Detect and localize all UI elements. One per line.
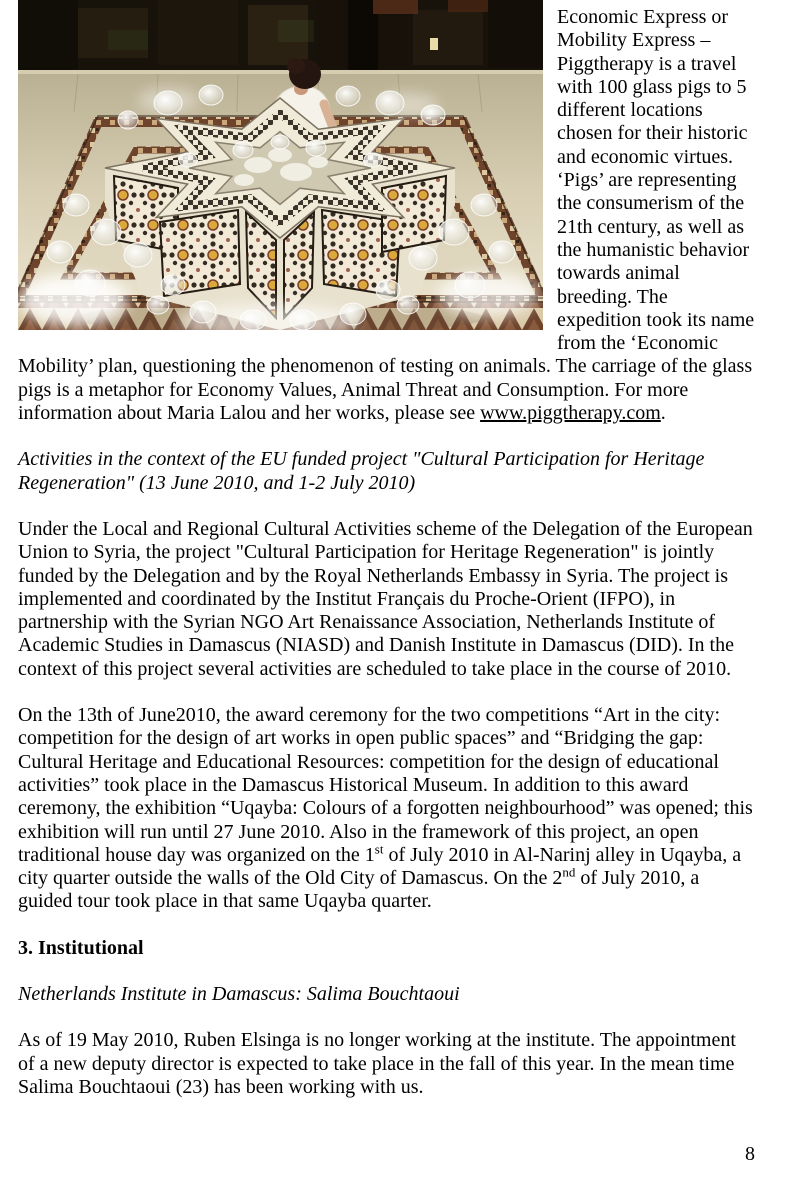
piggtherapy-link[interactable]: www.piggtherapy.com: [480, 402, 661, 425]
paragraph-staffing: As of 19 May 2010, Ruben Elsinga is no longer working at the institute. The appointment of a new deputy director is expected to take place in the fall of this year. In the mean time Salima Bouchtaoui (23) has been working with us.: [18, 1029, 736, 1098]
heading-netherlands-institute: Netherlands Institute in Damascus: Salima Bouchtaoui: [18, 982, 460, 1005]
paragraph-eu-project: Under the Local and Regional Cultural Activities scheme of the Delegation of the European Union to Syria, the project "Cultural Participation for Heritage Regeneration" is jointly funded by the Delegation and by the Royal Netherlands Embassy in Syria. The project is implemented and coordinated by the Institut Français du Proche-Orient (IFPO), in partnership with the Syrian NGO Art Renaissance Association, Netherlands Institute of Academic Studies in Damascus (NIASD) and Danish Institute in Damascus (DID). In the context of this project several activities are scheduled to take place in the course of 2010.: [18, 517, 753, 680]
page-number: 8: [745, 1143, 755, 1165]
award-text-1: On the 13th of June2010, the award ceremony for the two competitions “Art in the city: competition for the design of art works in open public spaces” and “Bridging the gap: Cultural Heritage and Educational Resources: competition for the design of educational activities” took place in the Damascus Historical Museum. In addition to this award ceremony, the exhibition “Uqayba: Colours of a forgotten neighbourhood” was opened; this exhibition will run until 27 June 2010. Also in the framework of this project, an open traditional house day was organized on the 1: [18, 704, 753, 866]
award-text-2: of July 2010 in Al-Narinj alley in Uqayba, a city quarter outside the walls of the Old City of Damascus. On the 2: [18, 843, 742, 890]
paragraph-piggtherapy-text: Economic Express or Mobility Express – Piggtherapy is a travel with 100 glass pigs to 5 different locations chosen for their historic and economic virtues. ‘Pigs’ are representing the consumerism of the 21th century, as well as the humanistic behavior towards animal breeding. The expedition took its name from the ‘Economic Mobility’ plan, questioning the phenomenon of testing on animals. The carriage of the glass pigs is a metaphor for Economy Values, Animal Threat and Consumption. For more information about Maria Lalou and her works, please see: [18, 6, 755, 425]
paragraph-award-ceremony: [18, 704, 755, 914]
heading-eu-activities: Activities in the context of the EU funded project "Cultural Participation for Heritage Regeneration" (13 June 2010, and 1-2 July 2010): [18, 448, 705, 494]
paragraph-piggtherapy: [18, 6, 755, 425]
heading-institutional: 3. Institutional: [18, 936, 144, 959]
fountain-installation-photo: [18, 0, 543, 330]
ordinal-nd: nd: [562, 864, 576, 880]
paragraph-piggtherapy-period: .: [660, 402, 666, 425]
ordinal-st: st: [374, 841, 384, 857]
award-text-3: of July 2010, a guided tour took place in that same Uqayba quarter.: [18, 867, 700, 913]
